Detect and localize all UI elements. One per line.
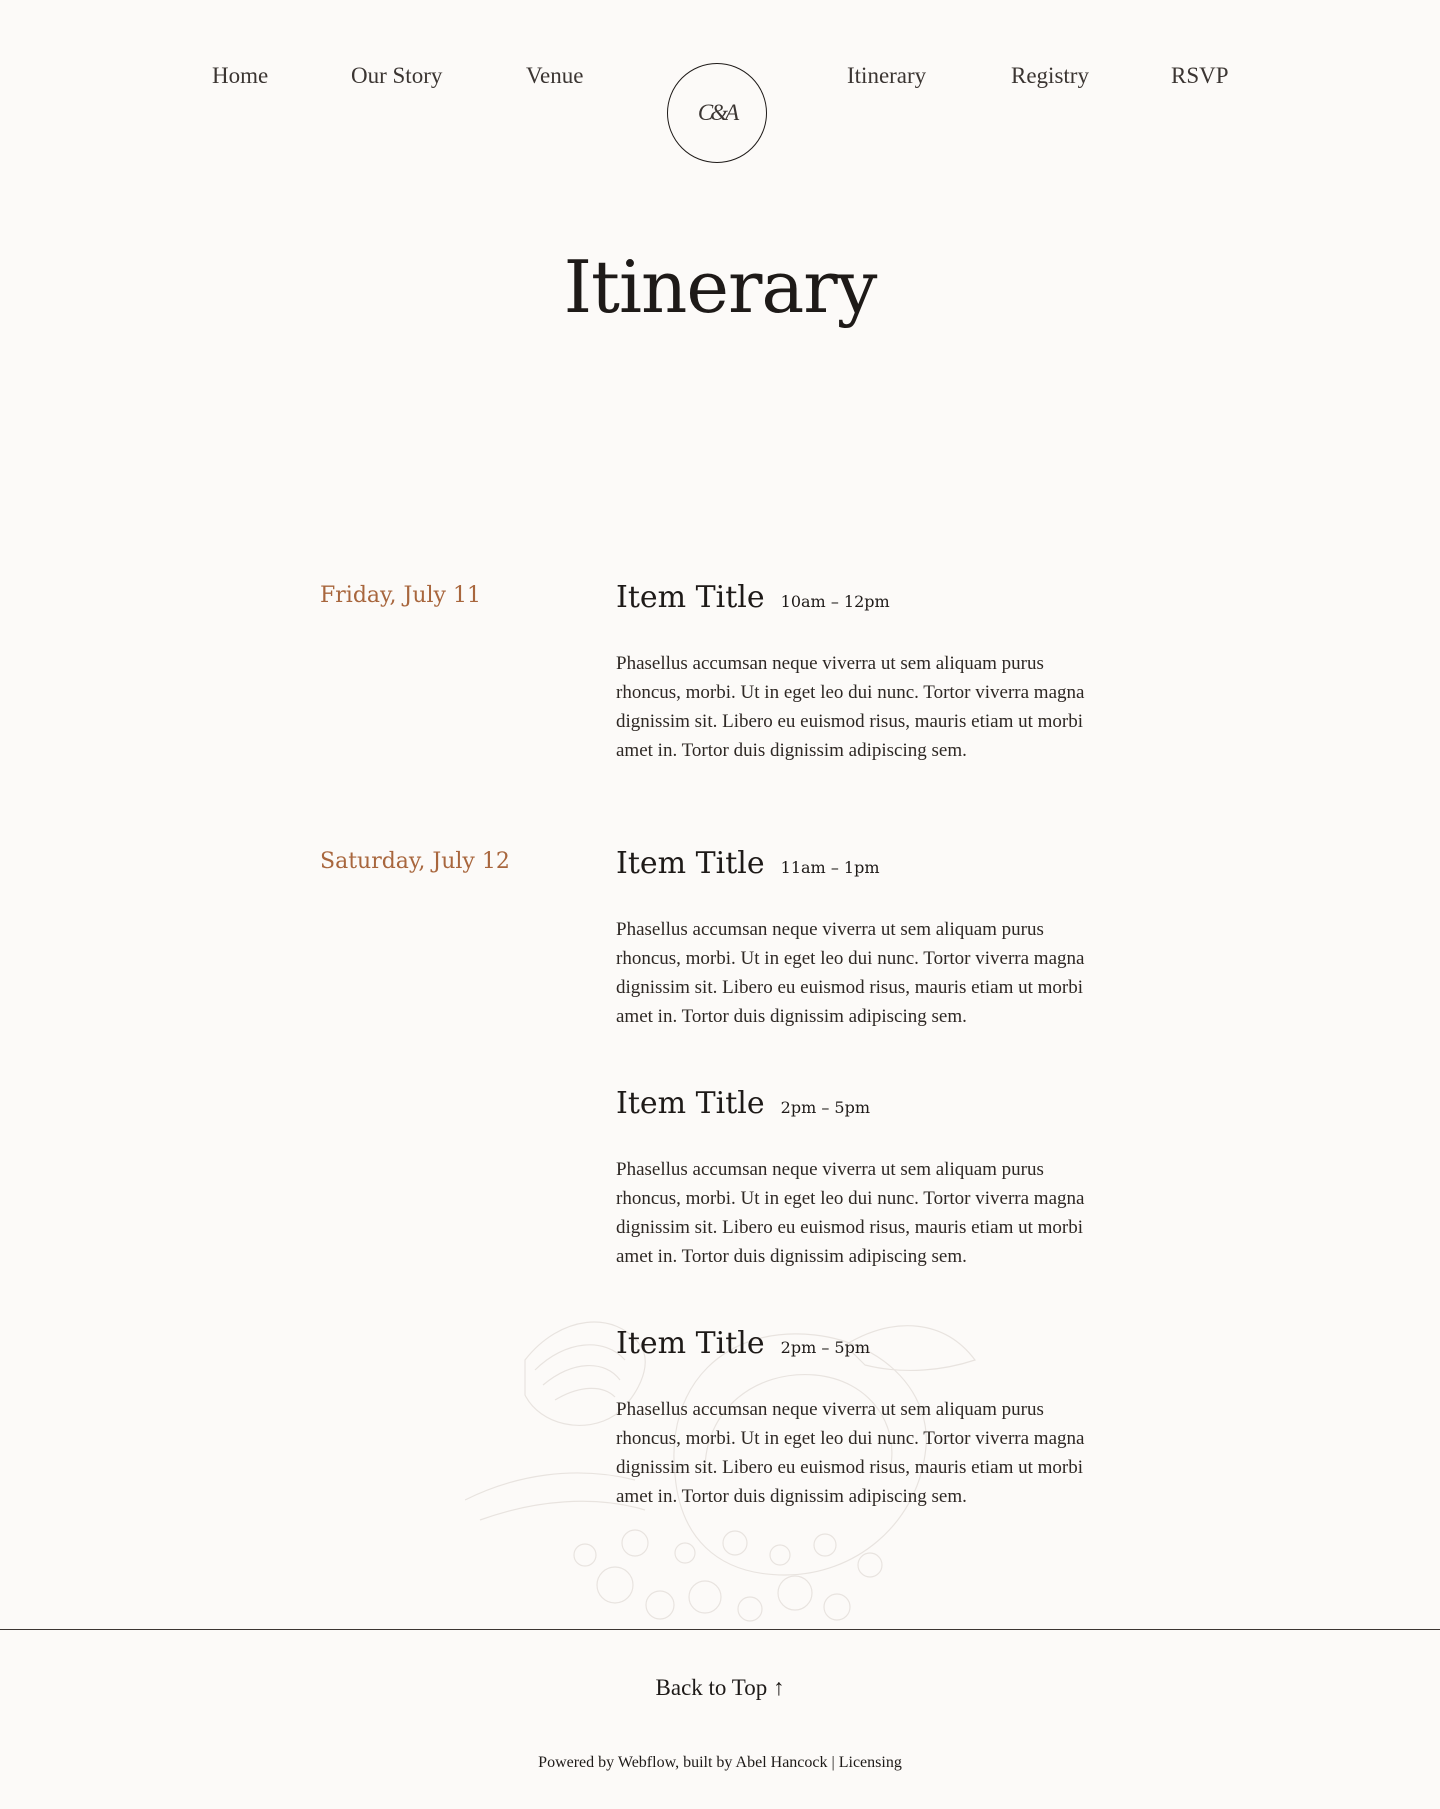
credits-text: , built by: [675, 1754, 736, 1771]
event-description: Phasellus accumsan neque viverra ut sem aliquam purus rhoncus, morbi. Ut in eget leo dui nunc. Tortor viverra magna dignissim sit. Libero eu euismod risus, mauris etiam ut morbi amet in. Tortor duis dignissim adipiscing sem.: [616, 919, 1085, 1027]
event-description: Phasellus accumsan neque viverra ut sem aliquam purus rhoncus, morbi. Ut in eget leo dui nunc. Tortor viverra magna dignissim sit. Libero eu euismod risus, mauris etiam ut morbi amet in. Tortor duis dignissim adipiscing sem.: [616, 1159, 1085, 1267]
event-item: [616, 1086, 1106, 1271]
page-title: Itinerary: [563, 245, 877, 329]
event-title: Item Title: [616, 846, 765, 881]
event-item: [616, 1326, 1106, 1511]
event-description: Phasellus accumsan neque viverra ut sem aliquam purus rhoncus, morbi. Ut in eget leo dui nunc. Tortor viverra magna dignissim sit. Libero eu euismod risus, mauris etiam ut morbi amet in. Tortor duis dignissim adipiscing sem.: [616, 1399, 1085, 1507]
footer-credits: [0, 1754, 1440, 1772]
back-to-top-link[interactable]: Back to Top ↑: [655, 1675, 785, 1700]
nav-link-registry[interactable]: Registry: [1011, 63, 1089, 88]
webflow-link[interactable]: Webflow: [617, 1754, 676, 1771]
licensing-link[interactable]: Licensing: [838, 1754, 902, 1771]
nav-link-home[interactable]: Home: [212, 63, 269, 88]
nav-link-venue[interactable]: Venue: [526, 63, 584, 88]
monogram-logo[interactable]: C&A: [667, 63, 767, 163]
nav-link-itinerary[interactable]: Itinerary: [847, 63, 927, 88]
event-title: Item Title: [616, 580, 765, 615]
event-item: [616, 846, 1106, 1031]
credits-separator: |: [827, 1754, 839, 1771]
day-label-saturday: Saturday, July 12: [320, 849, 510, 874]
event-time: 2pm – 5pm: [780, 1098, 871, 1117]
footer: [0, 1629, 1440, 1809]
main-nav: [0, 0, 1440, 156]
credits-text: Powered by: [538, 1754, 618, 1771]
nav-link-rsvp[interactable]: RSVP: [1171, 63, 1229, 88]
day-label-friday: Friday, July 11: [320, 583, 481, 608]
author-link[interactable]: Abel Hancock: [735, 1754, 828, 1771]
event-description: Phasellus accumsan neque viverra ut sem aliquam purus rhoncus, morbi. Ut in eget leo dui nunc. Tortor viverra magna dignissim sit. Libero eu euismod risus, mauris etiam ut morbi amet in. Tortor duis dignissim adipiscing sem.: [616, 653, 1085, 761]
event-title: Item Title: [616, 1086, 765, 1121]
event-item: [616, 580, 1106, 765]
event-time: 2pm – 5pm: [780, 1338, 871, 1357]
event-time: 10am – 12pm: [780, 592, 890, 611]
nav-link-our-story[interactable]: Our Story: [351, 63, 443, 88]
event-title: Item Title: [616, 1326, 765, 1361]
event-time: 11am – 1pm: [780, 858, 880, 877]
